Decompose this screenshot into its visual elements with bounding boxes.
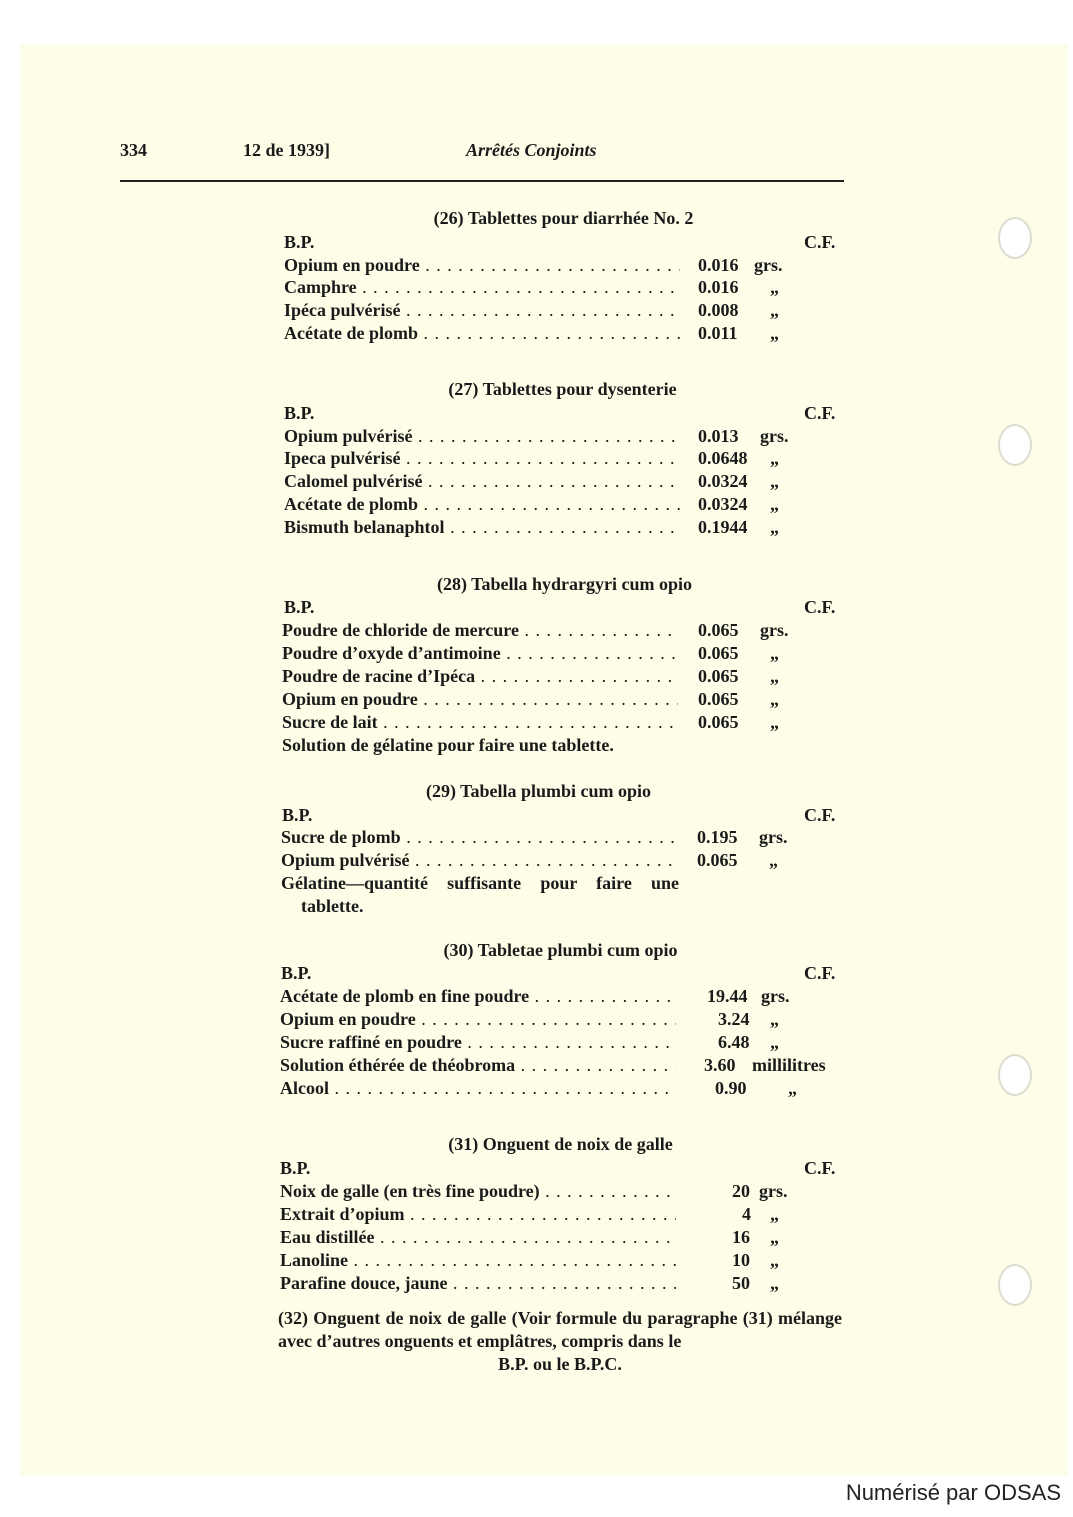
ingredient-unit: „ — [788, 1078, 797, 1098]
bp-label: B.P. — [284, 597, 315, 617]
binder-hole — [998, 424, 1032, 466]
ingredient-amount: 0.016 — [698, 255, 739, 275]
section-title: (29) Tabella plumbi cum opio — [425, 781, 652, 801]
ingredient-name: Ipéca pulvérisé . . . — [284, 300, 680, 321]
ingredient-amount: 10 — [732, 1250, 750, 1270]
ingredient-name: Acétate de plomb en fine poudre . . . — [280, 986, 676, 1007]
ingredient-unit: „ — [770, 1227, 779, 1247]
ingredient-unit: „ — [770, 643, 779, 663]
ingredient-amount: 0.013 — [698, 426, 739, 446]
binder-hole — [998, 1054, 1032, 1096]
ingredient-name: Parafine douce, jaune . . . — [280, 1273, 676, 1294]
ingredient-amount: 0.065 — [698, 666, 739, 686]
ingredient-unit: „ — [770, 666, 779, 686]
ingredient-name: Sucre raffiné en poudre . . . — [280, 1032, 676, 1053]
ingredient-unit: „ — [770, 494, 779, 514]
ingredient-unit: grs. — [754, 255, 783, 275]
ingredient-amount: 0.0648 — [698, 448, 748, 468]
bp-label: B.P. — [280, 1158, 311, 1178]
ingredient-amount: 0.90 — [715, 1078, 747, 1098]
cf-label: C.F. — [804, 232, 836, 252]
ingredient-unit: grs. — [759, 1181, 788, 1201]
ingredient-amount: 0.0324 — [698, 471, 748, 491]
ingredient-amount: 20 — [732, 1181, 750, 1201]
ingredient-unit: „ — [770, 323, 779, 343]
bp-label: B.P. — [284, 403, 315, 423]
ingredient-name: Opium en poudre . . . — [284, 255, 680, 276]
ingredient-name: Poudre d’oxyde d’antimoine . . . — [282, 643, 678, 664]
section-title: (26) Tablettes pour diarrhée No. 2 — [433, 208, 694, 228]
ingredient-name: Calomel pulvérisé . . . — [284, 471, 680, 492]
ingredient-unit: „ — [770, 1009, 779, 1029]
ingredient-amount: 3.24 — [718, 1009, 750, 1029]
section-title: (30) Tabletae plumbi cum opio — [443, 940, 678, 960]
ingredient-amount: 16 — [732, 1227, 750, 1247]
ingredient-name: Extrait d’opium . . . — [280, 1204, 676, 1225]
ingredient-unit: millilitres — [752, 1055, 826, 1075]
bp-label: B.P. — [282, 805, 313, 825]
ingredient-unit: „ — [770, 1204, 779, 1224]
ingredient-unit: „ — [770, 1273, 779, 1293]
ingredient-unit: grs. — [760, 426, 789, 446]
section-note-continued: tablette. — [301, 896, 364, 916]
ingredient-unit: „ — [770, 448, 779, 468]
ingredient-amount: 0.0324 — [698, 494, 748, 514]
ingredient-unit: „ — [770, 712, 779, 732]
ingredient-name: Bismuth belanaphtol . . . — [284, 517, 680, 538]
ingredient-name: Acétate de plomb . . . — [284, 494, 680, 515]
ingredient-name: Opium pulvérisé . . . — [281, 850, 677, 871]
cf-label: C.F. — [804, 963, 836, 983]
bp-label: B.P. — [281, 963, 312, 983]
digitization-credit: Numérisé par ODSAS — [845, 1480, 1061, 1505]
ingredient-amount: 0.008 — [698, 300, 739, 320]
header-date: 12 de 1939] — [243, 140, 330, 160]
section-title: (31) Onguent de noix de galle — [448, 1134, 673, 1154]
ingredient-name: Opium pulvérisé . . . — [284, 426, 680, 447]
section-title: (27) Tablettes pour dysenterie — [448, 379, 677, 399]
ingredient-name: Alcool . . . — [280, 1078, 676, 1099]
ingredient-name: Opium en poudre . . . — [280, 1009, 676, 1030]
header-rule — [120, 180, 844, 182]
ingredient-amount: 0.065 — [698, 620, 739, 640]
ingredient-unit: „ — [770, 300, 779, 320]
ingredient-name: Solution éthérée de théobroma . . . — [280, 1055, 676, 1076]
cf-label: C.F. — [804, 805, 836, 825]
cf-label: C.F. — [804, 1158, 836, 1178]
ingredient-name: Sucre de plomb . . . — [281, 827, 677, 848]
paragraph-32 — [278, 1307, 842, 1376]
section-note: Solution de gélatine pour faire une tablette. — [282, 735, 614, 755]
ingredient-unit: „ — [770, 277, 779, 297]
ingredient-amount: 50 — [732, 1273, 750, 1293]
ingredient-unit: „ — [770, 689, 779, 709]
ingredient-name: Camphre . . . — [284, 277, 680, 298]
ingredient-unit: „ — [770, 471, 779, 491]
ingredient-amount: 0.065 — [698, 643, 739, 663]
ingredient-unit: „ — [770, 517, 779, 537]
ingredient-unit: grs. — [760, 620, 789, 640]
ingredient-amount: 0.016 — [698, 277, 739, 297]
ingredient-amount: 0.1944 — [698, 517, 748, 537]
ingredient-amount: 4 — [742, 1204, 751, 1224]
binder-hole — [998, 1264, 1032, 1306]
ingredient-amount: 0.011 — [698, 323, 738, 343]
ingredient-amount: 0.195 — [697, 827, 738, 847]
running-title: Arrêtés Conjoints — [466, 140, 597, 160]
cf-label: C.F. — [804, 403, 836, 423]
page-number: 334 — [120, 140, 147, 160]
ingredient-unit: „ — [770, 1032, 779, 1052]
ingredient-amount: 6.48 — [718, 1032, 750, 1052]
paragraph-32-last-line: B.P. ou le B.P.C. — [498, 1354, 622, 1374]
ingredient-amount: 0.065 — [697, 850, 738, 870]
ingredient-name: Acétate de plomb . . . — [284, 323, 680, 344]
ingredient-name: Poudre de racine d’Ipéca . . . — [282, 666, 678, 687]
ingredient-amount: 3.60 — [704, 1055, 736, 1075]
ingredient-unit: „ — [769, 850, 778, 870]
bp-label: B.P. — [284, 232, 315, 252]
paragraph-32-text: (32) Onguent de noix de galle (Voir formule du paragraphe (31) mélange avec d’autres onguents et emplâtres, compris dans le — [278, 1308, 842, 1351]
ingredient-amount: 19.44 — [707, 986, 748, 1006]
ingredient-name: Eau distillée . . . — [280, 1227, 676, 1248]
cf-label: C.F. — [804, 597, 836, 617]
ingredient-name: Noix de galle (en très fine poudre) . . . — [280, 1181, 676, 1202]
ingredient-name: Opium en poudre . . . — [282, 689, 678, 710]
ingredient-amount: 0.065 — [698, 712, 739, 732]
ingredient-unit: „ — [770, 1250, 779, 1270]
ingredient-amount: 0.065 — [698, 689, 739, 709]
ingredient-unit: grs. — [759, 827, 788, 847]
ingredient-name: Sucre de lait . . . — [282, 712, 678, 733]
ingredient-name: Poudre de chloride de mercure . . . — [282, 620, 678, 641]
ingredient-name: Ipeca pulvérisé . . . — [284, 448, 680, 469]
section-title: (28) Tabella hydrargyri cum opio — [436, 574, 692, 594]
ingredient-name: Lanoline . . . — [280, 1250, 676, 1271]
section-note: Gélatine—quantité suffisante pour faire une — [281, 873, 679, 893]
ingredient-unit: grs. — [761, 986, 790, 1006]
